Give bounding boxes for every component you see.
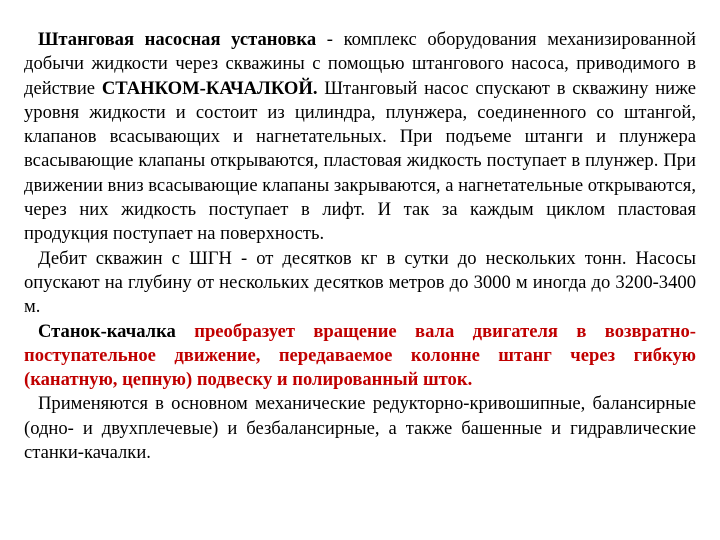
paragraph-flow-rate	[24, 247, 696, 320]
emphasis-pumpjack: СТАНКОМ-КАЧАЛКОЙ.	[101, 77, 318, 99]
term-pumpjack: Станок-качалка	[38, 320, 176, 342]
term-pumping-unit: Штанговая насосная установка	[38, 29, 317, 50]
definition-text: - комплекс оборудования механизированной добычи жидкости через скважины с помощью штангового насоса, приводимого в действие	[24, 29, 697, 99]
definition-tail: Штанговый насос спускают в скважину ниже уровня жидкости и состоит из цилиндра, плунжера, соединенного со штангой, клапанов всасывающих и нагнетательных. При подъеме штанги и плунжера всасывающие клапаны открываются, пластовая жидкость поступает в плунжер. При движении вниз всасывающие клапаны закрываются, а нагнетательные открываются, через них жидкость поступает в лифт. И так за каждым циклом пластовая продукция поступает на поверхность.	[24, 77, 696, 245]
types-text: Применяются в основном механические редукторно-кривошипные, балансирные (одно- и двухплечевые) и безбалансирные, а также башенные и гидравлические станки-качалки.	[24, 393, 696, 464]
flow-rate-text: Дебит скважин с ШГН - от десятков кг в сутки до нескольких тонн. Насосы опускают на глубину от нескольких десятков метров до 3000 м иногда до 3200-3400 м.	[24, 247, 696, 318]
paragraph-types	[24, 392, 696, 465]
paragraph-definition	[24, 28, 696, 247]
paragraph-pumpjack	[24, 320, 696, 393]
pumpjack-highlight: преобразует вращение вала двигателя в возвратно-поступательное движение, передаваемое колонне штанг через гибкую (канатную, цепную) подвеску и полированный шток.	[24, 320, 696, 391]
